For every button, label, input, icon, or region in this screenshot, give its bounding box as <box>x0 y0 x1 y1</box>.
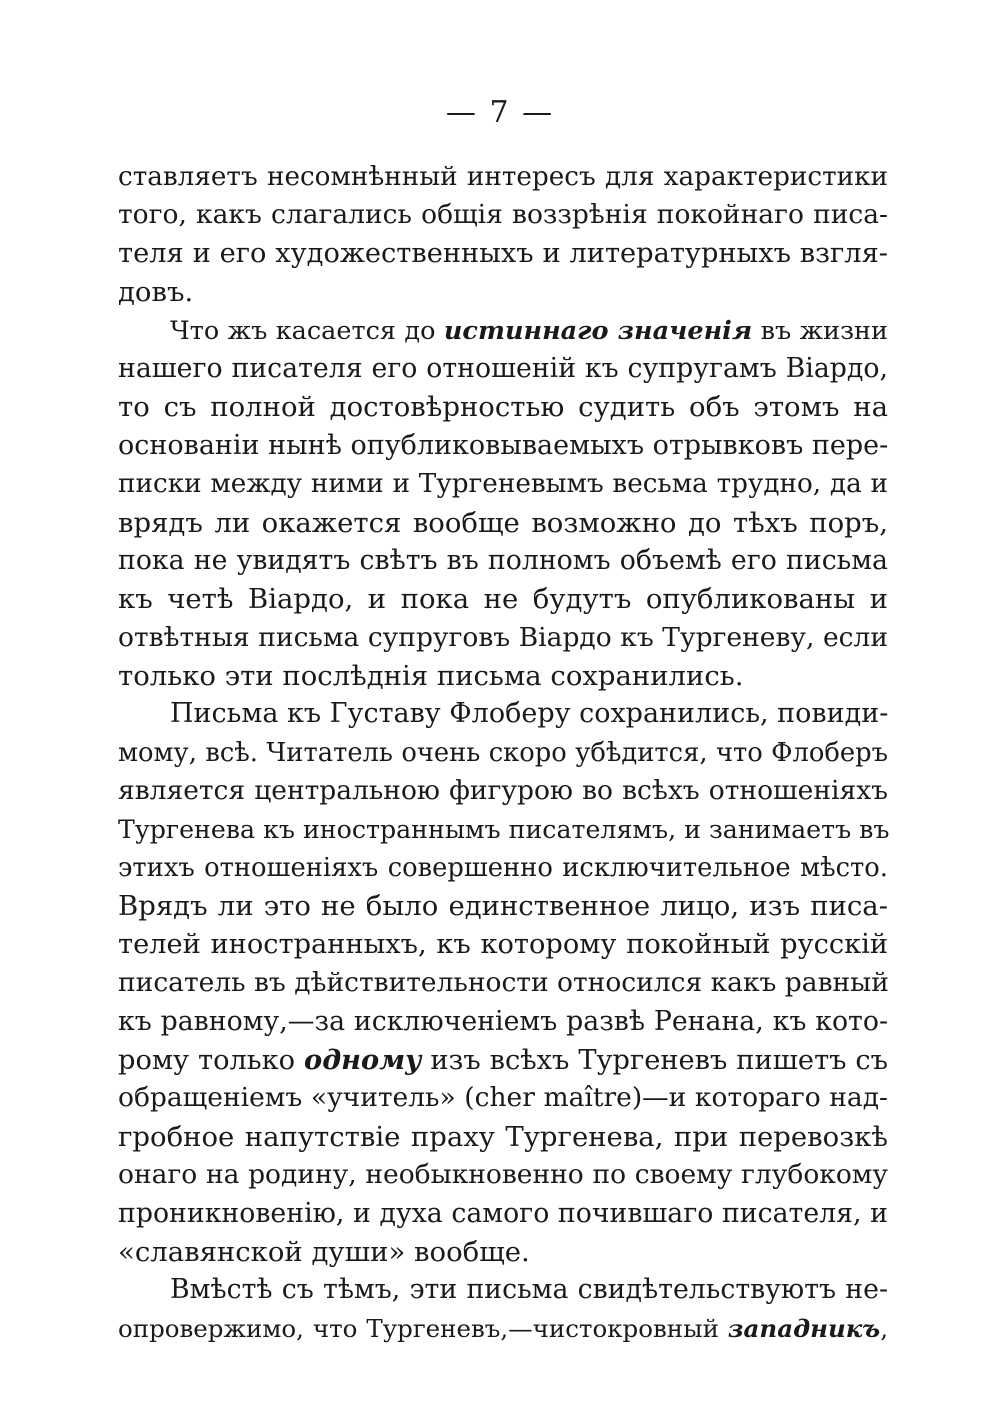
text-line: проникновенію, и духа самого почившаго писателя, и <box>118 1197 888 1229</box>
emphasized-text: одному <box>304 1043 422 1076</box>
text-line: врядъ ли окажется вообще возможно до тѣхъ поръ, <box>118 506 888 539</box>
text-line: писатель въ дѣйствительности относился какъ равный <box>118 967 889 999</box>
text-line: теля и его художественныхъ и литературныхъ взгля- <box>118 237 888 269</box>
text-line: Тургенева къ иностраннымъ писателямъ, и занимаетъ въ <box>118 814 890 844</box>
text-line: «славянской души» вообще. <box>118 1235 530 1268</box>
text-line: ставляетъ несомнѣнный интересъ для характеристики <box>118 162 888 192</box>
text-line <box>118 1041 888 1079</box>
body-text <box>118 158 888 1348</box>
text-line: Вмѣстѣ съ тѣмъ, эти письма свидѣтельствуютъ не- <box>170 1274 888 1306</box>
emphasized-text: истиннаго значенія <box>443 315 753 346</box>
text-fragment: рому только <box>118 1044 305 1076</box>
text-fragment: опровержимо, что Тургеневъ,—чистокровный <box>118 1313 728 1343</box>
text-line: этихъ отношеніяхъ совершенно исключительное мѣсто. <box>118 853 888 884</box>
text-line: обращеніемъ «учитель» (cher maître)—и котораго над- <box>118 1082 888 1114</box>
text-line: основаніи нынѣ опубликовываемыхъ отрывковъ пере- <box>118 429 889 461</box>
text-line <box>118 1310 888 1348</box>
text-line: отвѣтныя письма супруговъ Віардо къ Тургеневу, если <box>118 621 888 653</box>
text-line: является центральною фигурою во всѣхъ отношеніяхъ <box>118 775 888 807</box>
text-line: мому, всѣ. Читатель очень скоро убѣдится, что Флоберъ <box>118 737 888 768</box>
text-line: къ равному,—за исключеніемъ развѣ Ренана, къ кото- <box>118 1005 888 1037</box>
text-line: того, какъ слагались общія воззрѣнія покойнаго писа- <box>118 199 888 231</box>
text-line: Врядъ ли это не было единственное лицо, изъ писа- <box>118 890 888 923</box>
text-line: гробное напутствіе праху Тургенева, при перевозкѣ <box>118 1120 888 1153</box>
text-fragment: изъ всѣхъ Тургеневъ пишетъ съ <box>421 1044 889 1076</box>
text-line: Письма къ Густаву Флоберу сохранились, повиди- <box>170 698 889 730</box>
text-line: нашего писателя его отношеній къ супругамъ Віардо, <box>118 352 888 384</box>
text-line: писки между ними и Тургеневымъ весьма трудно, да и <box>118 469 888 500</box>
text-fragment: въ жизни <box>752 315 888 346</box>
text-line: онаго на родину, необыкновенно по своему глубокому <box>118 1159 888 1191</box>
emphasized-text: западникъ <box>727 1313 881 1343</box>
text-fragment: Что жъ касается до <box>170 315 444 346</box>
page-number: — 7 — <box>445 95 555 130</box>
text-line: къ четѣ Віардо, и пока не будутъ опубликованы и <box>118 583 888 616</box>
text-line: телей иностранныхъ, къ которому покойный русскій <box>118 928 888 960</box>
text-line <box>118 312 888 350</box>
text-line: довъ. <box>118 276 194 309</box>
text-line: то съ полной достовѣрностью судить объ этомъ на <box>118 391 888 424</box>
text-line: пока не увидятъ свѣтъ въ полномъ объемѣ его письма <box>118 544 888 576</box>
text-line: только эти послѣднія письма сохранились. <box>118 660 744 693</box>
text-fragment: , <box>880 1313 888 1343</box>
